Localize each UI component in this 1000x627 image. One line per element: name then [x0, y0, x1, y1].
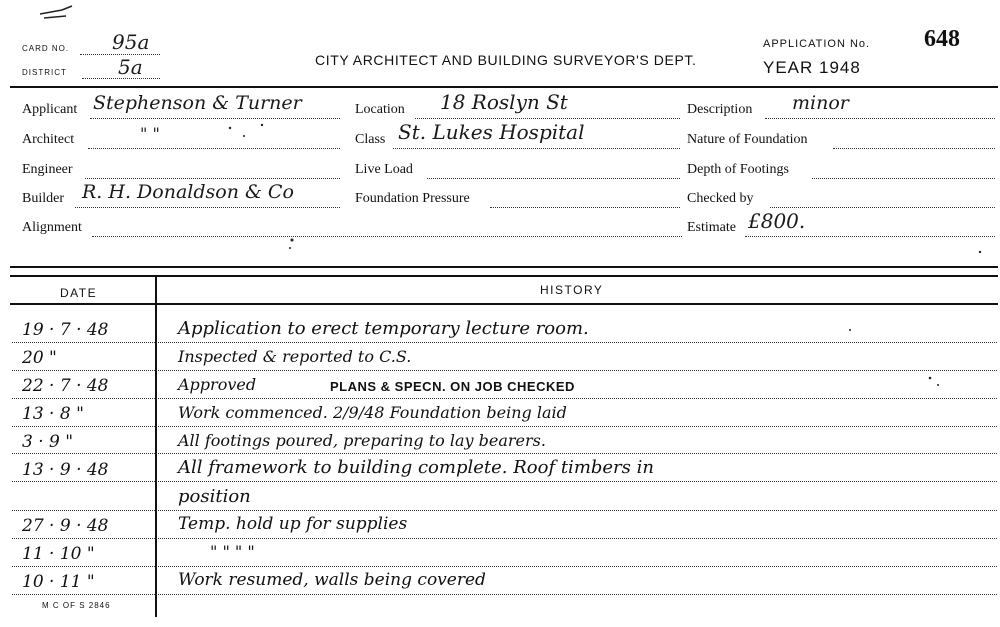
depth-of-footings-label: Depth of Footings [687, 162, 789, 177]
foundation-pressure-label: Foundation Pressure [355, 191, 470, 206]
dept-title: CITY ARCHITECT AND BUILDING SURVEYOR'S DEPT. [315, 52, 697, 68]
location-label: Location [355, 102, 405, 117]
table-row-history: Application to erect temporary lecture room. [178, 318, 589, 339]
table-row-date: 3 · 9 " [22, 432, 74, 452]
estimate-label: Estimate [687, 220, 736, 235]
table-row-date: 27 · 9 · 48 [22, 516, 109, 536]
application-no-value: 648 [924, 26, 960, 52]
location-value: 18 Roslyn St [440, 90, 568, 114]
table-row-history: Temp. hold up for supplies [178, 514, 408, 534]
table-row-date: 20 " [22, 348, 57, 368]
builder-value: R. H. Donaldson & Co [82, 181, 294, 203]
architect-label: Architect [22, 132, 75, 147]
description-label: Description [687, 102, 753, 117]
class-label: Class [355, 132, 386, 147]
table-row-date: 13 · 9 · 48 [22, 460, 109, 480]
table-row-date: 13 · 8 " [22, 404, 84, 424]
table-row-history: position [178, 486, 251, 507]
district-label: DISTRICT [22, 68, 67, 77]
checked-by-label: Checked by [687, 191, 754, 206]
live-load-label: Live Load [355, 162, 413, 177]
table-row-date: 11 · 10 " [22, 544, 95, 564]
table-row-history: Approved [178, 375, 257, 394]
table-row-date: 22 · 7 · 48 [22, 376, 109, 396]
nature-of-foundation-label: Nature of Foundation [687, 132, 808, 147]
card-no-label: CARD NO. [22, 44, 70, 53]
applicant-value: Stephenson & Turner [93, 92, 302, 114]
table-row-history: All framework to building complete. Roof timbers in [178, 457, 654, 478]
application-no-label: APPLICATION No. [763, 38, 871, 50]
district-value: 5a [118, 55, 143, 79]
alignment-label: Alignment [22, 220, 82, 235]
table-row-history: " " " " [210, 542, 255, 561]
card-no-value: 95a [112, 30, 150, 54]
table-row-history: Work commenced. 2/9/48 Foundation being laid [178, 403, 567, 422]
architect-value: " " [140, 124, 160, 143]
history-column-header: HISTORY [540, 283, 604, 297]
table-row-history: Inspected & reported to C.S. [178, 347, 412, 366]
table-row-history: All footings poured, preparing to lay bearers. [178, 431, 546, 450]
applicant-label: Applicant [22, 102, 78, 117]
class-value: St. Lukes Hospital [398, 120, 585, 144]
estimate-value: £800. [748, 209, 806, 233]
table-row-date: 10 · 11 " [22, 572, 95, 592]
year-label: YEAR 1948 [763, 58, 861, 77]
checked-stamp: PLANS & SPECN. ON JOB CHECKED [330, 379, 575, 394]
table-row-history: Work resumed, walls being covered [178, 570, 486, 590]
builder-label: Builder [22, 191, 64, 206]
date-column-header: DATE [60, 286, 98, 300]
form-code: M C OF S 2846 [42, 601, 111, 610]
engineer-label: Engineer [22, 162, 73, 177]
table-row-date: 19 · 7 · 48 [22, 320, 109, 340]
description-value: minor [792, 92, 849, 114]
